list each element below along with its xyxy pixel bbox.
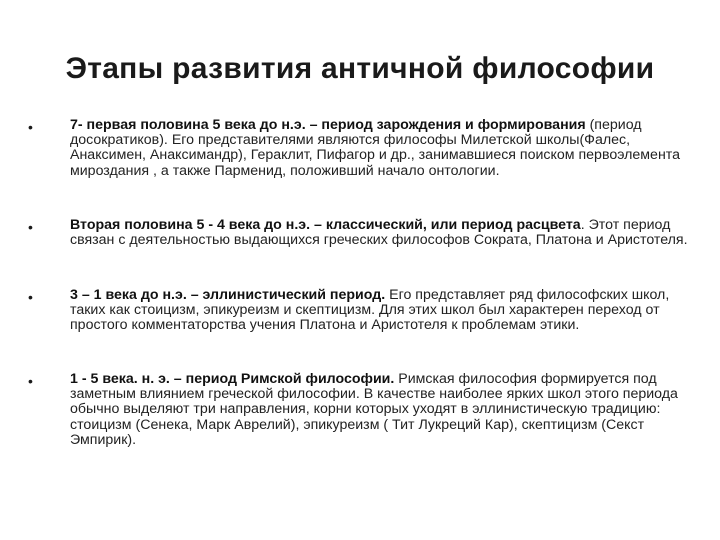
bullet-icon: • [28,373,33,389]
item-body [70,218,688,248]
item-lead: 7- первая половина 5 века до н.э. – период зарождения и формирования [70,117,586,133]
item-body [70,372,688,448]
bullet-icon: • [28,119,33,135]
item-text: (период досократиков). Его представителями являются философы Милетской школы(Фалес, Анаксимен, Анаксимандр), Гераклит, Пифагор и др., занимавшиеся поиском первоэлемента мироздания , а также Парменид, положивший начало онтологии. [70,117,681,179]
slide-title: Этапы развития античной философии [65,52,655,85]
item-lead: Вторая половина 5 - 4 века до н.э. – классический, или период расцвета [70,217,581,233]
item-text: Римская философия формируется под заметным влиянием греческой философии. В качестве наиболее ярких школ этого периода обычно выделяют три направления, корни которых уходят в эллинистическую традицию: стоицизм (Сенека, Марк Аврелий), эпикуреизм ( Тит Лукреций Кар), скептицизм (Секст Эмпирик). [70,371,678,448]
bullet-icon: • [28,219,33,235]
item-text: Его представляет ряд философских школ, таких как стоицизм, эпикуреизм и скептицизм. Для этих школ был характерен переход от простого комментаторства учения Платона и Аристотеля к проблемам этики. [70,287,670,334]
item-text: . Этот период связан с деятельностью выдающихся греческих философов Сократа, Платона и Аристотеля. [70,217,688,249]
item-body [70,118,688,179]
item-lead: 1 - 5 века. н. э. – период Римской философии. [70,371,395,387]
item-lead: 3 – 1 века до н.э. – эллинистический период. [70,287,386,303]
bullet-icon: • [28,289,33,305]
item-body [70,288,688,334]
